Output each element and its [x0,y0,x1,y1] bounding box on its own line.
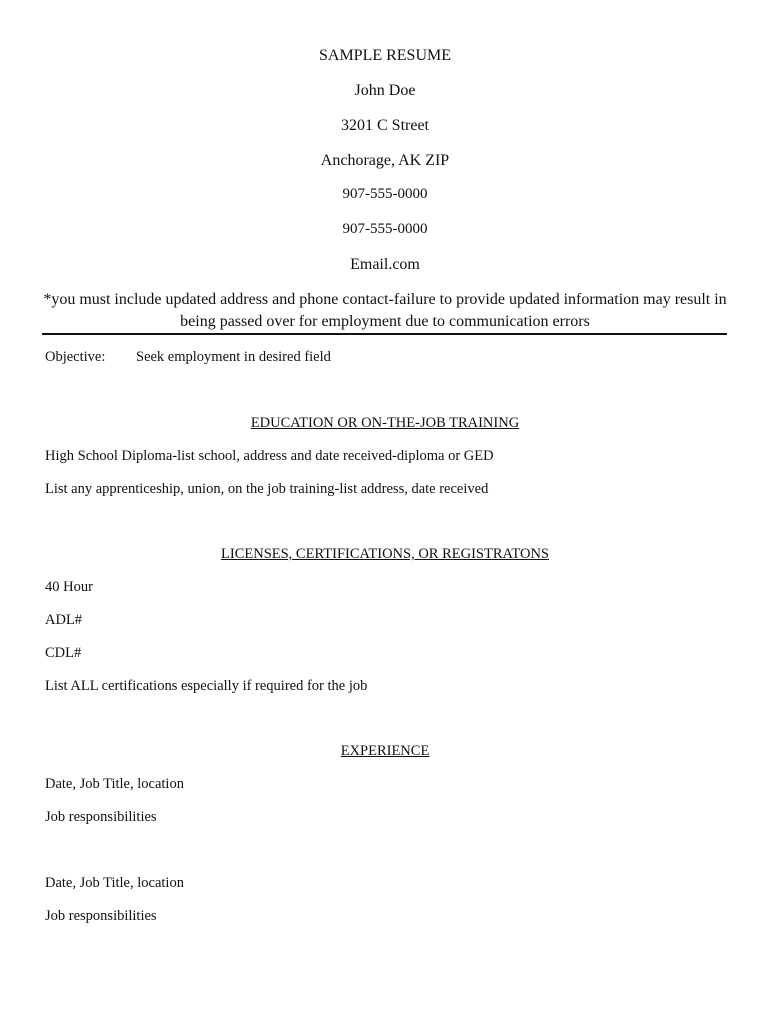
contact-notice: *you must include updated address and phone contact-failure to provide updated information may result in being passed over for employment due to communication errors [43,291,727,330]
phone-secondary: 907-555-0000 [342,221,428,237]
candidate-name: John Doe [354,82,416,99]
licenses-heading: LICENSES, CERTIFICATIONS, OR REGISTRATONS [221,546,549,562]
resume-title: SAMPLE RESUME [318,47,452,64]
email-address: Email.com [350,256,420,273]
phone-primary: 907-555-0000 [342,186,428,202]
license-item: ADL# [45,612,83,628]
license-item: CDL# [45,645,82,661]
experience-entry-title: Date, Job Title, location [45,776,184,792]
education-item: High School Diploma-list school, address and date received-diploma or GED [45,448,494,464]
education-item: List any apprenticeship, union, on the job training-list address, date received [45,481,489,497]
experience-entry-responsibilities: Job responsibilities [45,809,157,825]
experience-heading: EXPERIENCE [340,743,430,759]
experience-entry-title: Date, Job Title, location [45,875,184,891]
objective-value: Seek employment in desired field [136,349,331,365]
street-address: 3201 C Street [341,117,429,134]
city-state-zip: Anchorage, AK ZIP [320,152,450,169]
experience-entry-responsibilities: Job responsibilities [45,908,157,924]
license-item: List ALL certifications especially if required for the job [45,678,368,694]
header-divider [42,333,727,335]
education-heading: EDUCATION OR ON-THE-JOB TRAINING [250,415,520,431]
objective-label: Objective: [45,349,106,365]
license-item: 40 Hour [45,579,93,595]
